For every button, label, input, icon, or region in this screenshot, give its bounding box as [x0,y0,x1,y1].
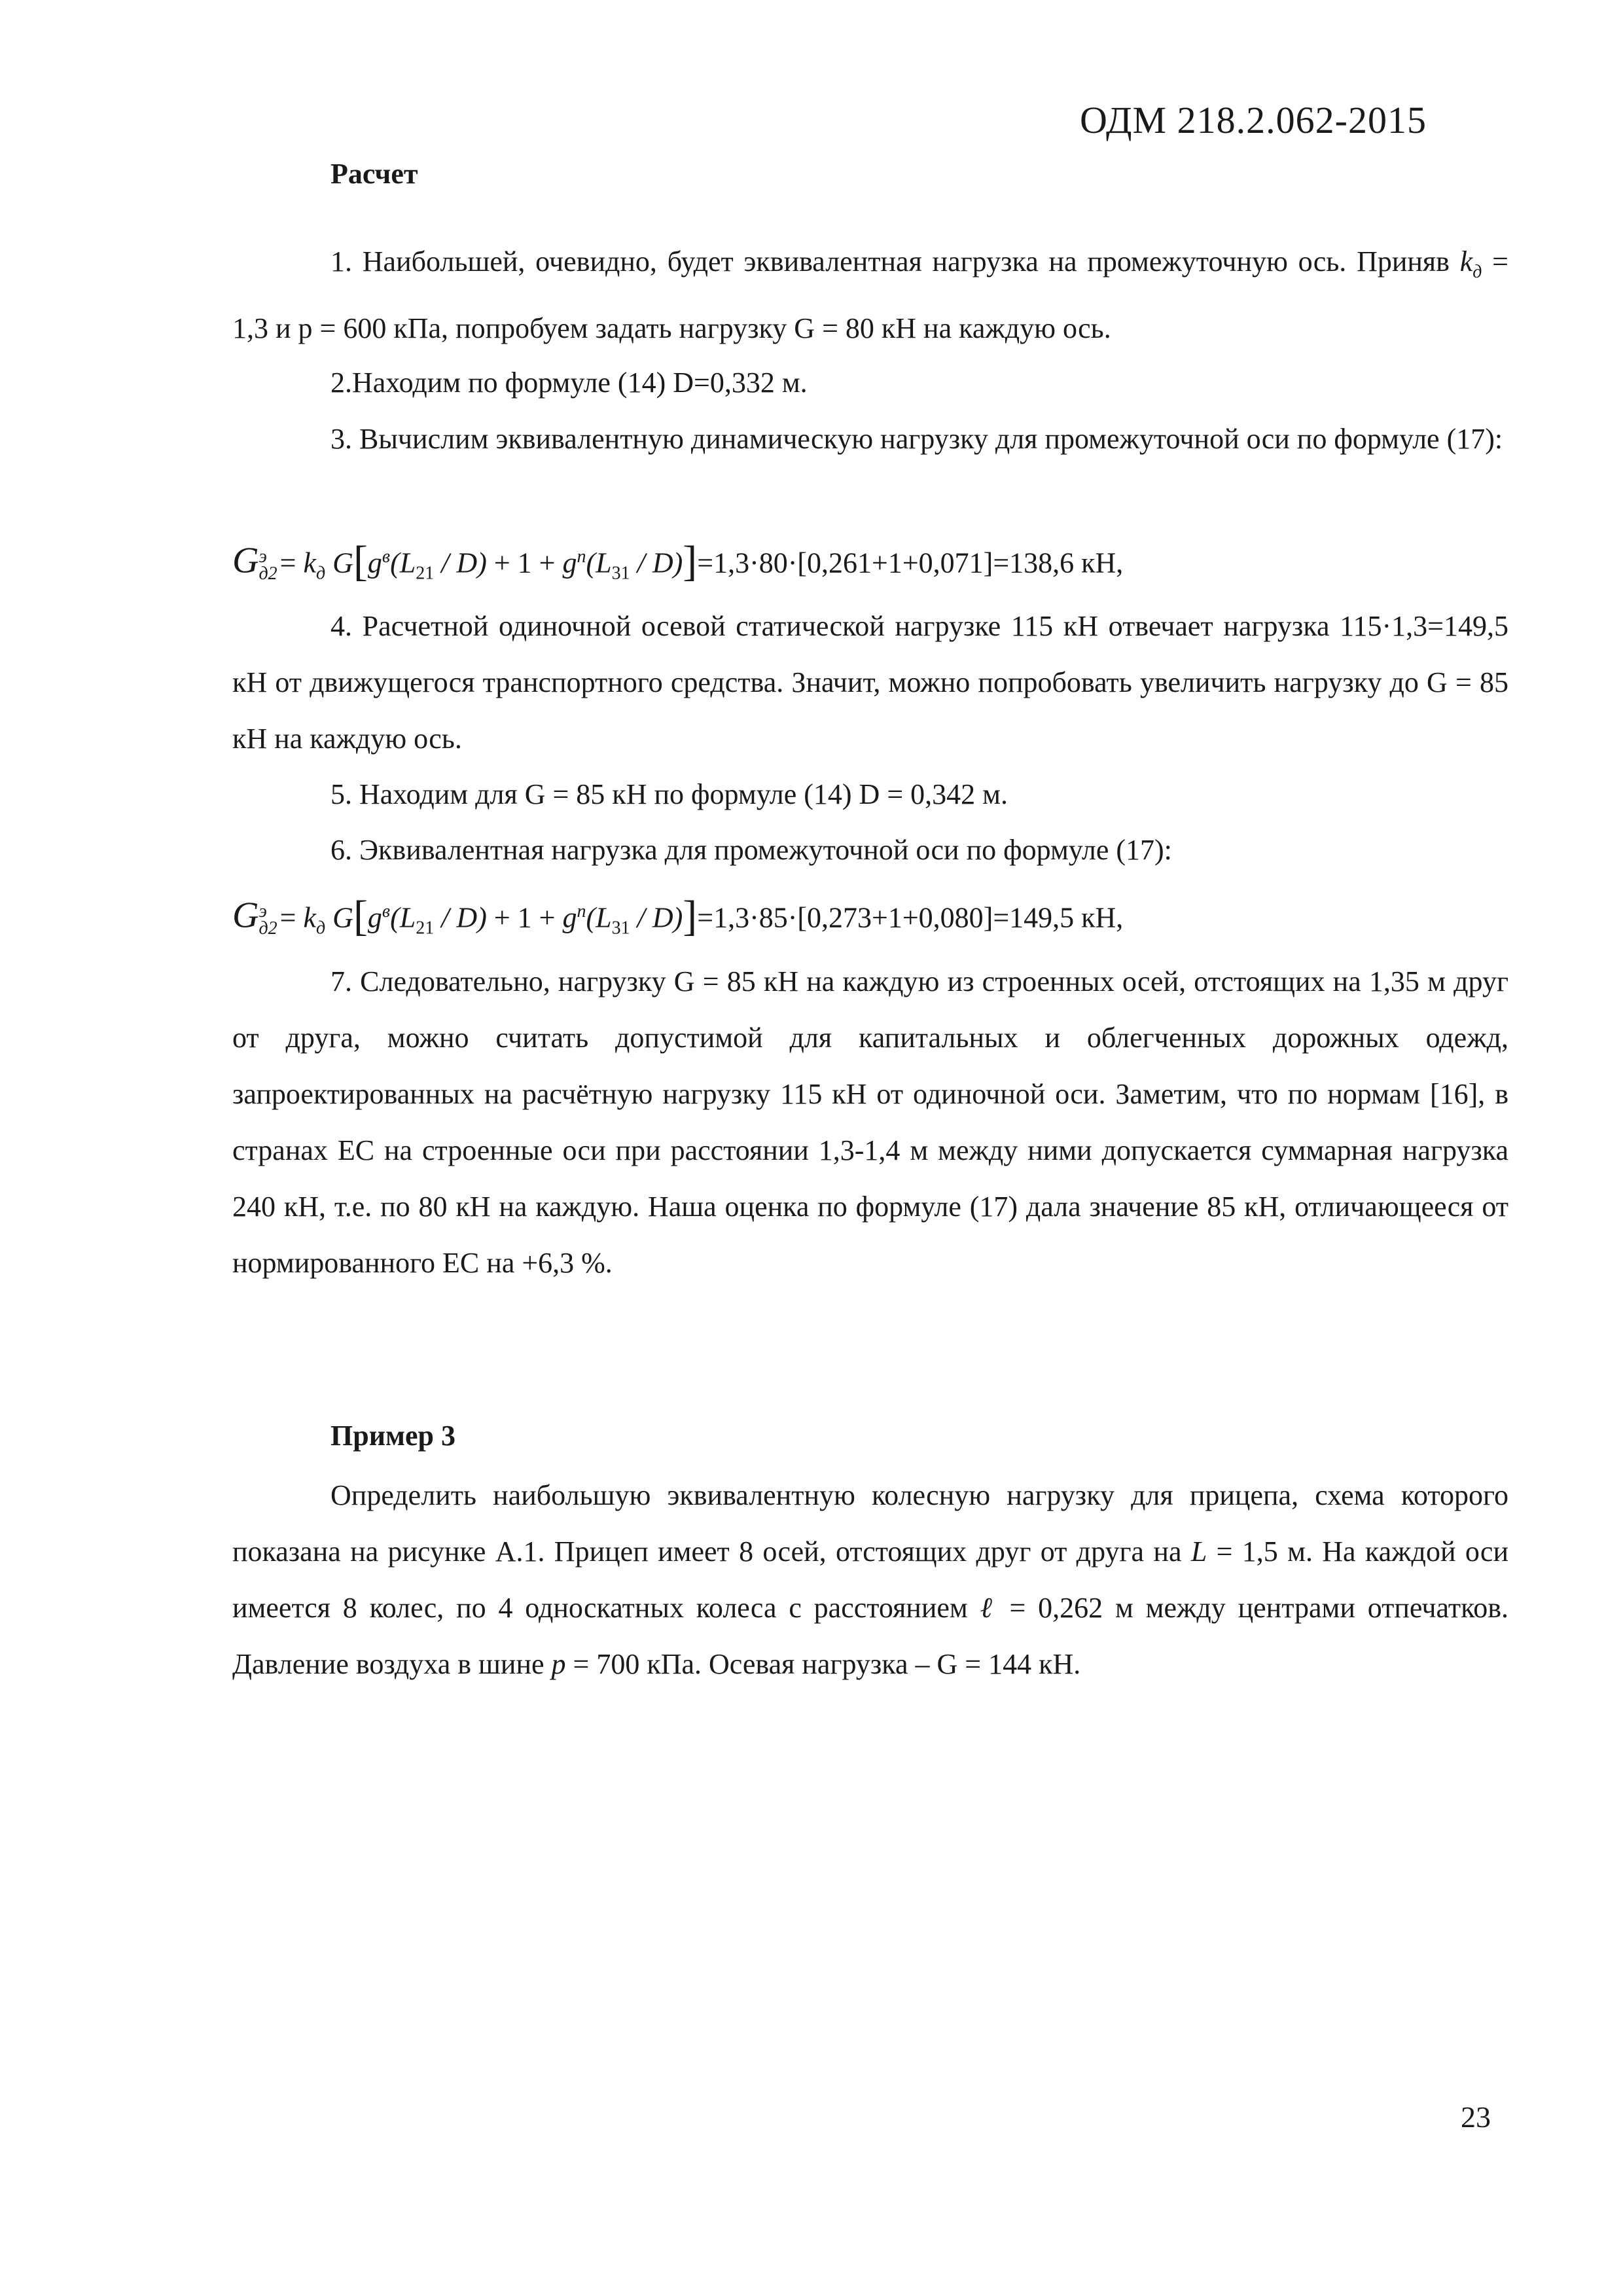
paragraph-5: 5. Находим для G = 85 кН по формуле (14) D = 0,342 м. [330,778,1008,810]
paragraph-1: 1. Наибольшей, очевидно, будет эквивалентная нагрузка на промежуточную ось. Приняв $k_д = 1,3$ и р = 600 кПа, попробуем задать нагрузку G = 80 кН на каждую ось. [232,245,1508,344]
document-code: ОДМ 218.2.062-2015 [1080,99,1427,141]
calc-title: Расчет [330,158,418,190]
ell-symbol: ℓ [980,1592,997,1624]
p-symbol: p [551,1648,566,1680]
formula-2-result: =1,3·85·[0,273+1+0,080]=149,5 кН, [697,901,1124,934]
paragraph-3: 3. Вычислим эквивалентную динамическую нагрузку для промежуточной оси по формуле (17): [330,423,1503,455]
example-title: Пример 3 [330,1420,456,1452]
k-symbol: k [1459,245,1473,278]
L-symbol: L [1190,1535,1207,1568]
paragraph-6: 6. Эквивалентная нагрузка для промежуточной оси по формуле (17): [330,834,1172,866]
formula-2: G э д2 = $k_д$ $G[g^в(L_{21} / D) + 1 + g^п(L_{31} / D)]=1,3\cdot 85\cdot[0,273+1+0,080]=149,5$ кН, [232,891,1124,940]
paragraph-4: 4. Расчетной одиночной осевой статической нагрузке 115 кН отвечает нагрузка 115·1,3=149,5 кН от движущегося транспортного средства. Значит, можно попробовать увеличить нагрузку до G = 85 кН на каждую ось. [232,610,1508,755]
paragraph-7: 7. Следовательно, нагрузку G = 85 кН на каждую из строенных осей, отстоящих на 1,35 м друг от друга, можно считать допустимой для капитальных и облегченных дорожных одежд, запроектированных на расчётную нагрузку 115 кН от одиночной оси. Заметим, что по нормам [16], в странах ЕС на строенные оси при расстоянии 1,3-1,4 м между ними допускается суммарная нагрузка 240 кН, т.е. по 80 кН на каждую. Наша оценка по формуле (17) дала значение 85 кН, отличающееся от нормированного ЕС на +6,3 %. [232,965,1508,1279]
page-number: 23 [1461,2100,1491,2134]
example-paragraph: Определить наибольшую эквивалентную колесную нагрузку для прицепа, схема которого показана на рисунке А.1. Прицеп имеет 8 осей, отстоящих друг от друга на L = 1,5 м. На каждой оси имеется 8 колес, по 4 односкатных колеса с расстоянием ℓ = 0,262 м между центрами отпечатков. Давление воздуха в шине p = 700 кПа. Осевая нагрузка – G = 144 кН. [232,1479,1509,1680]
formula-1: G э д2 = $k_д$ $G[g^в(L_{21} / D) + 1 + g^п(L_{31} / D)]=1,3\cdot 80\cdot[0,261+1+0,071]=138,6$ кН, [232,537,1124,585]
formula-1-result: =1,3·80·[0,261+1+0,071]=138,6 кН, [697,547,1124,579]
paragraph-2: 2.Находим по формуле (14) D=0,332 м. [330,367,808,399]
